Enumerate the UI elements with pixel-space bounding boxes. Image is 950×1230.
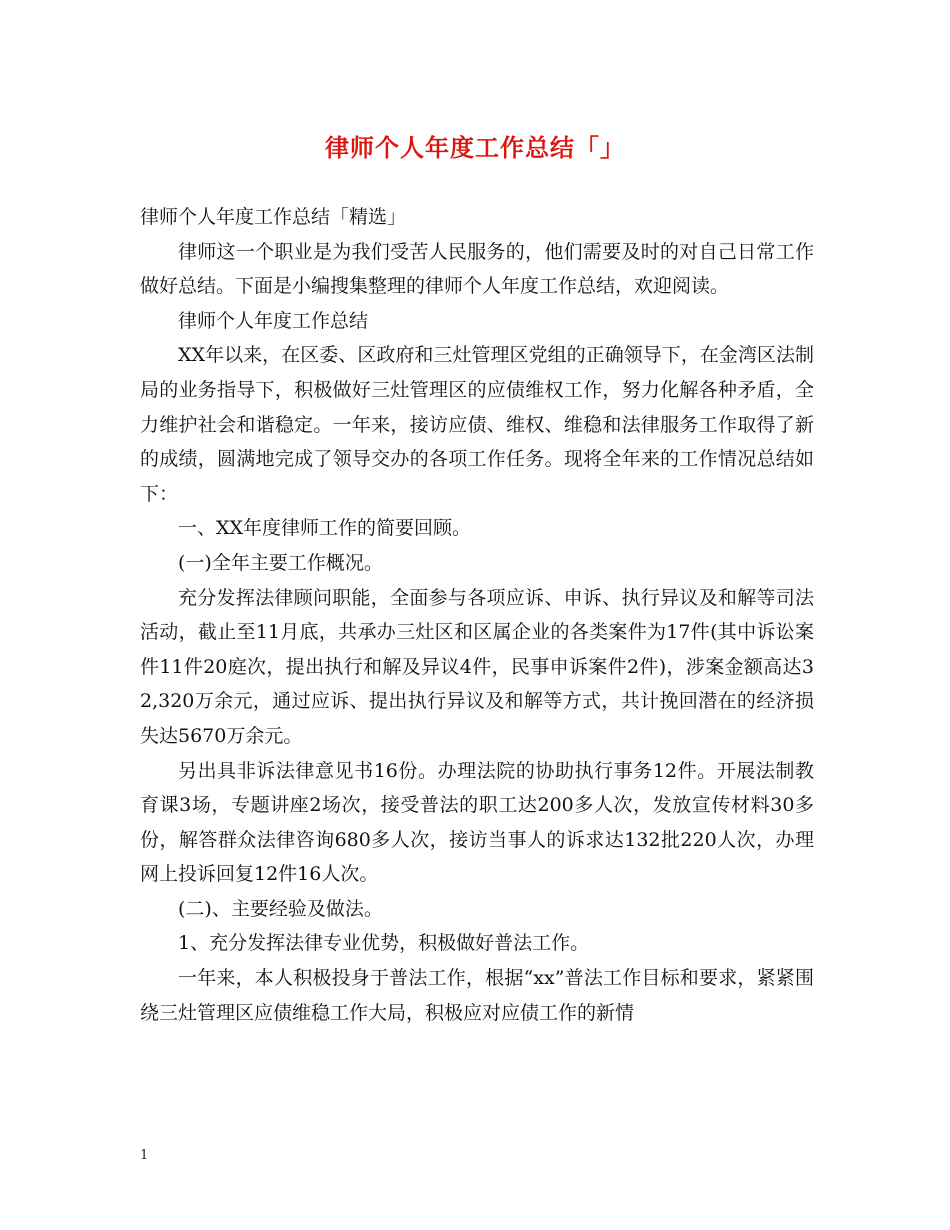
document-body bbox=[140, 200, 814, 1030]
paragraph: (二)、主要经验及做法。 bbox=[178, 897, 383, 920]
document-title: 律师个人年度工作总结「」 bbox=[325, 133, 625, 162]
page-number: 1 bbox=[140, 1148, 149, 1163]
paragraph: 律师个人年度工作总结 bbox=[178, 309, 369, 332]
paragraph: 律师个人年度工作总结「精选」 bbox=[140, 206, 407, 228]
paragraph: 1、充分发挥法律专业优势，积极做好普法工作。 bbox=[178, 932, 590, 955]
paragraph: 律师这一个职业是为我们受苦人民服务的，他们需要及时的对自己日常工作做好总结。下面是小编搜集整理的律师个人年度工作总结，欢迎阅读。 bbox=[140, 240, 814, 298]
paragraph: 另出具非诉法律意见书16份。办理法院的协助执行事务12件。开展法制教育课3场，专题讲座2场次，接受普法的职工达200多人次，发放宣传材料30多份，解答群众法律咨询680多人次，接访当事人的诉求达132批220人次，办理网上投诉回复12件16人次。 bbox=[140, 759, 814, 886]
paragraph: 一年来，本人积极投身于普法工作，根据“xx”普法工作目标和要求，紧紧围绕三灶管理区应债维稳工作大局，积极应对应债工作的新情 bbox=[140, 967, 814, 1024]
paragraph: 充分发挥法律顾问职能，全面参与各项应诉、申诉、执行异议及和解等司法活动，截止至11月底，共承办三灶区和区属企业的各类案件为17件(其中诉讼案件11件20庭次，提出执行和解及异议4件，民事申诉案件2件)，涉案金额高达32,320万余元，通过应诉、提出执行异议及和解等方式，共计挽回潜在的经济损失达5670万余元。 bbox=[140, 586, 814, 747]
paragraph: (一)全年主要工作概况。 bbox=[178, 551, 383, 574]
paragraph: XX年以来，在区委、区政府和三灶管理区党组的正确领导下，在金湾区法制局的业务指导下，积极做好三灶管理区的应债维权工作，努力化解各种矛盾，全力维护社会和谐稳定。一年来，接访应债、维权、维稳和法律服务工作取得了新的成绩，圆满地完成了领导交办的各项工作任务。现将全年来的工作情况总结如下： bbox=[140, 344, 814, 505]
paragraph: 一、XX年度律师工作的简要回顾。 bbox=[178, 517, 472, 540]
